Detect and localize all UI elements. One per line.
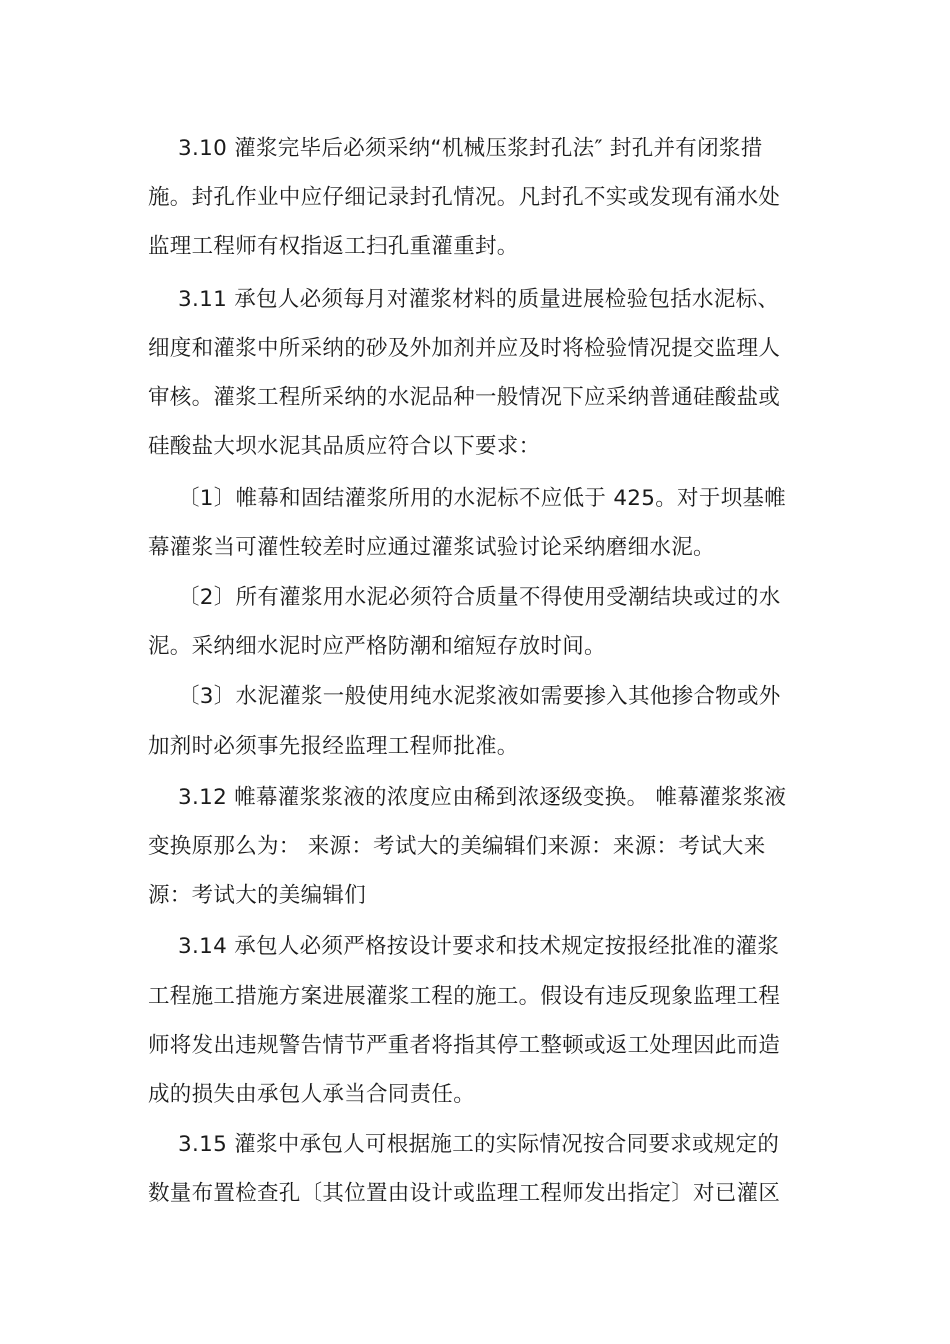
text-line: 〔3〕水泥灌浆一般使用纯水泥浆液如需要掺入其他掺合物或外	[178, 684, 781, 709]
text-line: 源：考试大的美编辑们	[148, 883, 367, 908]
text-line: 3.10 灌浆完毕后必须采纳“机械压浆封孔法″ 封孔并有闭浆措	[178, 136, 763, 161]
text-line: 泥。采纳细水泥时应严格防潮和缩短存放时间。	[148, 634, 606, 659]
text-line: 师将发出违规警告情节严重者将指其停工整顿或返工处理因此而造	[148, 1033, 781, 1058]
text-line: 硅酸盐大坝水泥其品质应符合以下要求：	[148, 434, 541, 459]
text-line: 〔1〕帷幕和固结灌浆所用的水泥标不应低于 425。对于坝基帷	[178, 486, 787, 511]
text-line: 数量布置检查孔〔其位置由设计或监理工程师发出指定〕对已灌区	[148, 1181, 781, 1206]
text-line: 幕灌浆当可灌性较差时应通过灌浆试验讨论采纳磨细水泥。	[148, 535, 715, 560]
text-line: 审核。灌浆工程所采纳的水泥品种一般情况下应采纳普通硅酸盐或	[148, 385, 781, 410]
text-line: 施。封孔作业中应仔细记录封孔情况。凡封孔不实或发现有涌水处	[148, 185, 781, 210]
text-line: 变换原那么为： 来源：考试大的美编辑们来源：来源：考试大来	[148, 834, 766, 859]
text-line: 3.14 承包人必须严格按设计要求和技术规定按报经批准的灌浆	[178, 934, 780, 959]
text-line: 〔2〕所有灌浆用水泥必须符合质量不得使用受潮结块或过的水	[178, 585, 781, 610]
text-line: 3.12 帷幕灌浆浆液的浓度应由稀到浓逐级变换。 帷幕灌浆浆液	[178, 785, 787, 810]
text-line: 加剂时必须事先报经监理工程师批准。	[148, 734, 519, 759]
text-line: 3.11 承包人必须每月对灌浆材料的质量进展检验包括水泥标、	[178, 287, 780, 312]
text-line: 监理工程师有权指返工扫孔重灌重封。	[148, 234, 519, 259]
text-line: 细度和灌浆中所采纳的砂及外加剂并应及时将检验情况提交监理人	[148, 336, 781, 361]
text-line: 成的损失由承包人承当合同责任。	[148, 1082, 476, 1107]
text-line: 3.15 灌浆中承包人可根据施工的实际情况按合同要求或规定的	[178, 1132, 780, 1157]
text-line: 工程施工措施方案进展灌浆工程的施工。假设有违反现象监理工程	[148, 984, 781, 1009]
